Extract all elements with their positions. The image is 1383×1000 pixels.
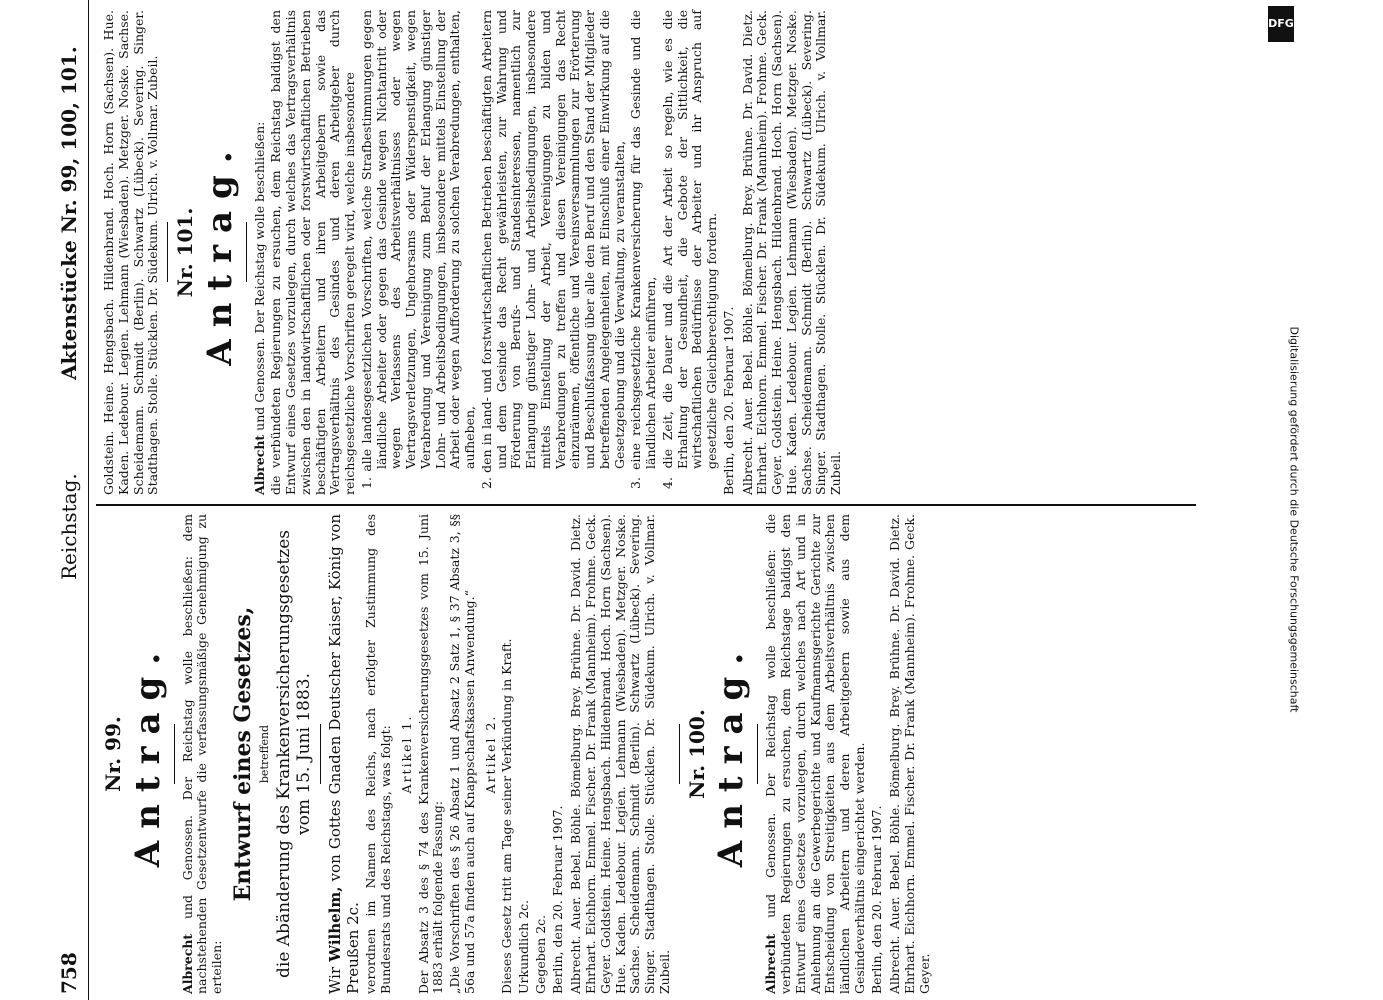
nr99-wilhelm: Wir Wilhelm, von Gottes Gnaden Deutscher Kaiser, König von Preußen 2c. <box>325 514 362 994</box>
nr101-intro: Albrecht und Genossen. Der Reichstag wolle beschließen: <box>251 121 267 495</box>
nr101-heading: Antrag. <box>199 139 240 366</box>
nr101-date: Berlin, den 20. Februar 1907. <box>720 306 736 495</box>
section-rule <box>679 724 680 784</box>
nr101-rule <box>246 223 247 283</box>
nr100-signatures: Albrecht. Auer. Bebel. Böhle. Bömelburg. Brey. Brühne. Dr. David. Dietz. Ehrhart. Eichhorn. Emmel. Fischer. Dr. Frank (Mannheim). Frohme. Geck. Geyer. <box>887 514 932 994</box>
page-number: 758 <box>57 952 81 994</box>
nr100-number: Nr. 100. <box>684 709 709 799</box>
nr99-article1-quote: „Die Vorschriften des § 26 Absatz 1 und Absatz 2 Satz 1, § 37 Absatz 3, §§ 56a und 57a finden auch auf Knappschaftskassen Anwendung.“ <box>447 514 477 994</box>
nr101-body: die verbündeten Regierungen zu ersuchen, dem Reichstag baldigst den Entwurf eines Gesetzes vorzulegen, durch welches das Vertragsverhältnis zwischen den in landwirtschaftlichen oder forstwirtschaftlichen Betrieben beschäftigten Arbeitern und ihren Arbeitgebern sowie das Vertragsverhältnis des Gesindes und deren Arbeitgeber durch reichsgesetzliche Vorschriften geregelt wird, welche insbesondere <box>268 10 358 495</box>
nr99-number: Nr. 99. <box>101 716 125 792</box>
nr99-verordnen: verordnen im Namen des Reichs, nach erfolgter Zustimmung des Bundesrats und des Reichstags, was folgt: <box>363 514 394 994</box>
nr99-urkundlich: Urkundlich 2c. <box>516 899 532 994</box>
nr101-item-2: 2. den in land- und forstwirtschaftlichen Betrieben beschäftigten Arbeitern und dem Gesinde das Recht gewährleisten, zur Wahrung und Förderung von Berufs- und Standesinteressen, namentlich zur Erlangung günstiger Lohn- und Arbeitsbedingungen, insbesondere mittels Einstellung der Arbeit, Vereinigungen zu bilden und Verabredungen zu treffen und diesen Vereinigungen das Recht einzuräumen, öffentliche und Vereinsversammlungen zur Erörterung und Beschlußfassung über alle den Beruf und den Stand der Mitglieder betreffenden Angelegenheiten, mit Einschluß einer Einwirkung auf die Gesetzgebung und die Verwaltung, zu veranstalten, <box>478 10 627 489</box>
nr99-heading: Antrag. <box>127 640 168 868</box>
nr99-article1-text: Der Absatz 3 des § 74 des Krankenversicherungsgesetzes vom 15. Juni 1883 erhält folgende Fassung: <box>415 514 446 994</box>
nr99-article2: Artikel 2. <box>482 714 498 794</box>
nr99-article1: Artikel 1. <box>398 714 414 794</box>
nr99-rule <box>174 724 175 784</box>
nr101-item-1: 1. alle landesgesetzlichen Vorschriften, welche Strafbestimmungen gegen ländliche Arbeiter oder gegen das Gesinde wegen Nichtantritt oder wegen Verlassens des Arbeitsverhältnisses oder wegen Vertragsverletzungen, Ungehorsams oder Widerspenstigkeit, wegen Verabredung und Vereinigung zum Behuf der Erlangung günstiger Lohn- und Arbeitsbedingungen, insbesondere mittels Einstellung der Arbeit oder wegen Aufforderung zu solchen Verabredungen, enthalten, aufheben, <box>358 10 478 489</box>
nr101-number: Nr. 101. <box>173 207 197 298</box>
nr101-item-3: 3. eine reichsgesetzliche Krankenversicherung für das Gesinde und die ländlichen Arbeiter einführen, <box>628 10 659 489</box>
nr101-signatures: Albrecht. Auer. Bebel. Böhle. Bömelburg. Brey. Brühne. Dr. David. Dietz. Ehrhart. Eichhorn. Emmel. Fischer. Dr. Frank (Mannheim). Frohme. Geck. Geyer. Goldstein. Heine. Hengsbach. Hildenbrand. Hoch. Horn (Sachsen). Hue. Kaden. Ledebour. Legien. Lehmann (Wiesbaden). Metzger. Noske. Sachse. Scheidemann. Schmidt (Berlin). Schwartz (Lübeck). Severing. Singer. Stadthagen. Stolle. Stücklen. Dr. Südekum. Ulrich. v. Vollmar. Zubeil. <box>739 10 844 495</box>
running-title-left: Reichstag. <box>57 473 81 580</box>
section-rule-2 <box>167 223 168 283</box>
digitization-note: Digitalisierung gefördert durch die Deutsche Forschungsgemeinschaft <box>1287 326 1301 713</box>
nr100-rule <box>757 724 758 784</box>
page-header <box>48 0 89 1000</box>
nr99-signatures: Albrecht. Auer. Bebel. Böhle. Bömelburg. Brey. Brühne. Dr. David. Dietz. Ehrhart. Eichhorn. Emmel. Fischer. Dr. Frank (Mannheim). Frohme. Geck. Geyer. Goldstein. Heine. Hengsbach. Hildenbrand. Hoch. Horn (Sachsen). Hue. Kaden. Ledebour. Legien. Lehmann (Wiesbaden). Metzger. Noske. Sachse. Scheidemann. Schmidt (Berlin). Schwartz (Lübeck). Severing. Singer. Stadthagen. Stolle. Stücklen. Dr. Südekum. Ulrich. v. Vollmar. Zubeil. <box>568 514 672 994</box>
nr99-gegeben: Gegeben 2c. <box>532 914 548 994</box>
nr99-betreffend: betreffend <box>257 724 271 784</box>
nr99-date: Berlin, den 20. Februar 1907. <box>549 805 565 994</box>
nr100-heading: Antrag. <box>711 640 752 868</box>
nr101-item-4: 4. die Zeit, die Dauer und die Art der Arbeit so regeln, wie es die Erhaltung der Gesundheit, die Gebote der Sittlichkeit, die wirtschaftlichen Bedürfnisse der Arbeiter und ihr Anspruch auf gesetzliche Gleichberechtigung fordern. <box>659 10 720 489</box>
nr99-intro: Albrecht und Genossen. Der Reichstag wolle beschließen: dem nachstehenden Gesetzentwurfe die verfassungsmäßige Genehmigung zu erteilen: <box>179 514 225 994</box>
nr99-rule-2 <box>320 724 321 784</box>
nr99-subject: die Abänderung des Krankenversicherungsgesetzes vom 15. Juni 1883. <box>273 530 314 978</box>
column-right <box>98 10 850 495</box>
running-title-right: Aktenstücke Nr. 99, 100, 101. <box>57 46 81 380</box>
column-left <box>98 514 939 994</box>
column-divider <box>96 505 1196 507</box>
nr100-signatures-continued: Goldstein. Heine. Hengsbach. Hildenbrand. Hoch. Horn (Sachsen). Hue. Kaden. Ledebour. Legien. Lehmann (Wiesbaden). Metzger. Noske. Sachse. Scheidemann. Schmidt (Berlin). Schwartz (Lübeck). Severing. Singer. Stadthagen. Stolle. Stücklen. Dr. Südekum. Ulrich. v. Vollmar. Zubeil. <box>101 10 161 495</box>
nr100-date: Berlin, den 20. Februar 1907. <box>868 805 884 994</box>
newspaper-page <box>48 0 1348 1000</box>
nr99-article2-text: Dieses Gesetz tritt am Tage seiner Verkündung in Kraft. <box>499 638 515 994</box>
dfg-logo: DFG <box>1268 6 1294 42</box>
nr100-intro: Albrecht und Genossen. Der Reichstag wolle beschließen: die verbündeten Regierungen zu ersuchen, dem Reichstage baldigst den Entwurf eines Gesetzes vorzulegen, durch welches nach Art und in Anlehnung an die Gewerbegerichte und Kaufmannsgerichte Gerichte zur Entscheidung von Streitigkeiten aus dem Arbeitsverhältnis zwischen ländlichen Arbeitern und deren Arbeitgebern sowie aus dem Gesindeverhältnis eingerichtet werden. <box>763 514 867 994</box>
nr99-entwurf-title: Entwurf eines Gesetzes, <box>229 606 256 902</box>
